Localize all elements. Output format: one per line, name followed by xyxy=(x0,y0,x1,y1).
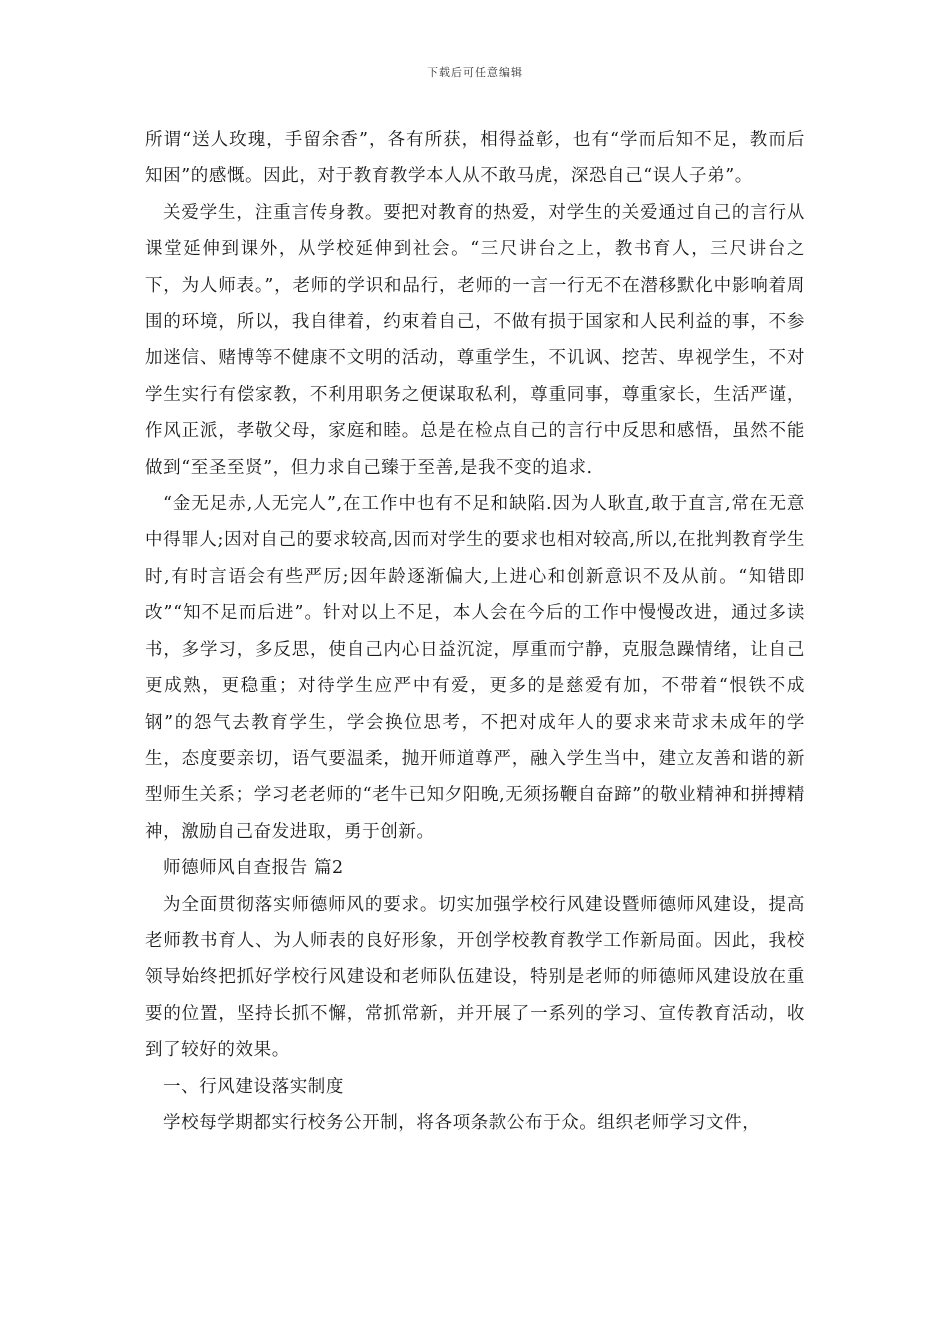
paragraph-5: 学校每学期都实行校务公开制，将各项条款公布于众。组织老师学习文件， xyxy=(163,1112,761,1133)
document-body xyxy=(145,122,805,1141)
subsection-heading-1: 一、行风建设落实制度 xyxy=(163,1076,344,1097)
paragraph-2: 关爱学生，注重言传身教。要把对教育的热爱，对学生的关爱通过自己的言行从课堂延伸到课外，从学校延伸到社会。“三尺讲台之上，教书育人，三尺讲台之下，为人师表。”，老师的学识和品行，老师的一言一行无不在潜移默化中影响着周围的环境，所以，我自律着，约束着自己，不做有损于国家和人民利益的事，不参加迷信、赌博等不健康不文明的活动，尊重学生，不讥讽、挖苦、卑视学生，不对学生实行有偿家教，不利用职务之便谋取私利，尊重同事，尊重家长，生活严谨，作风正派，孝敬父母，家庭和睦。总是在检点自己的言行中反思和感悟，虽然不能做到“至圣至贤”，但力求自己臻于至善,是我不变的追求. xyxy=(145,202,805,478)
paragraph-4: 为全面贯彻落实师德师风的要求。切实加强学校行风建设暨师德师风建设，提高老师教书育人、为人师表的良好形象，开创学校教育教学工作新局面。因此，我校领导始终把抓好学校行风建设和老师队伍建设，特别是老师的师德师风建设放在重要的位置，坚持长抓不懈，常抓常新，并开展了一系列的学习、宣传教育活动，收到了较好的效果。 xyxy=(145,894,805,1061)
page-header-note: 下载后可任意编辑 xyxy=(427,66,523,79)
section-heading-report-2: 师德师风自查报告 篇2 xyxy=(163,858,344,879)
paragraph-1: 所谓“送人玫瑰，手留余香”，各有所获，相得益彰，也有“学而后知不足，教而后知困”的感慨。因此，对于教育教学本人从不敢马虎，深恐自己“误人子弟”。 xyxy=(145,130,805,187)
paragraph-3: “金无足赤,人无完人”,在工作中也有不足和缺陷.因为人耿直,敢于直言,常在无意中得罪人;因对自己的要求较高,因而对学生的要求也相对较高,所以,在批判教育学生时,有时言语会有些严厉;因年龄逐渐偏大,上进心和创新意识不及从前。“知错即改”“知不足而后进”。针对以上不足，本人会在今后的工作中慢慢改进，通过多读书，多学习，多反思，使自己内心日益沉淀，厚重而宁静，克服急躁情绪，让自己更成熟，更稳重；对待学生应严中有爱，更多的是慈爱有加，不带着“恨铁不成钢”的怨气去教育学生，学会换位思考，不把对成年人的要求来苛求未成年的学生，态度要亲切，语气要温柔，抛开师道尊严，融入学生当中，建立友善和谐的新型师生关系；学习老老师的“老牛已知夕阳晚,无须扬鞭自奋蹄”的敬业精神和拼搏精神，激励自己奋发进取，勇于创新。 xyxy=(145,494,805,842)
